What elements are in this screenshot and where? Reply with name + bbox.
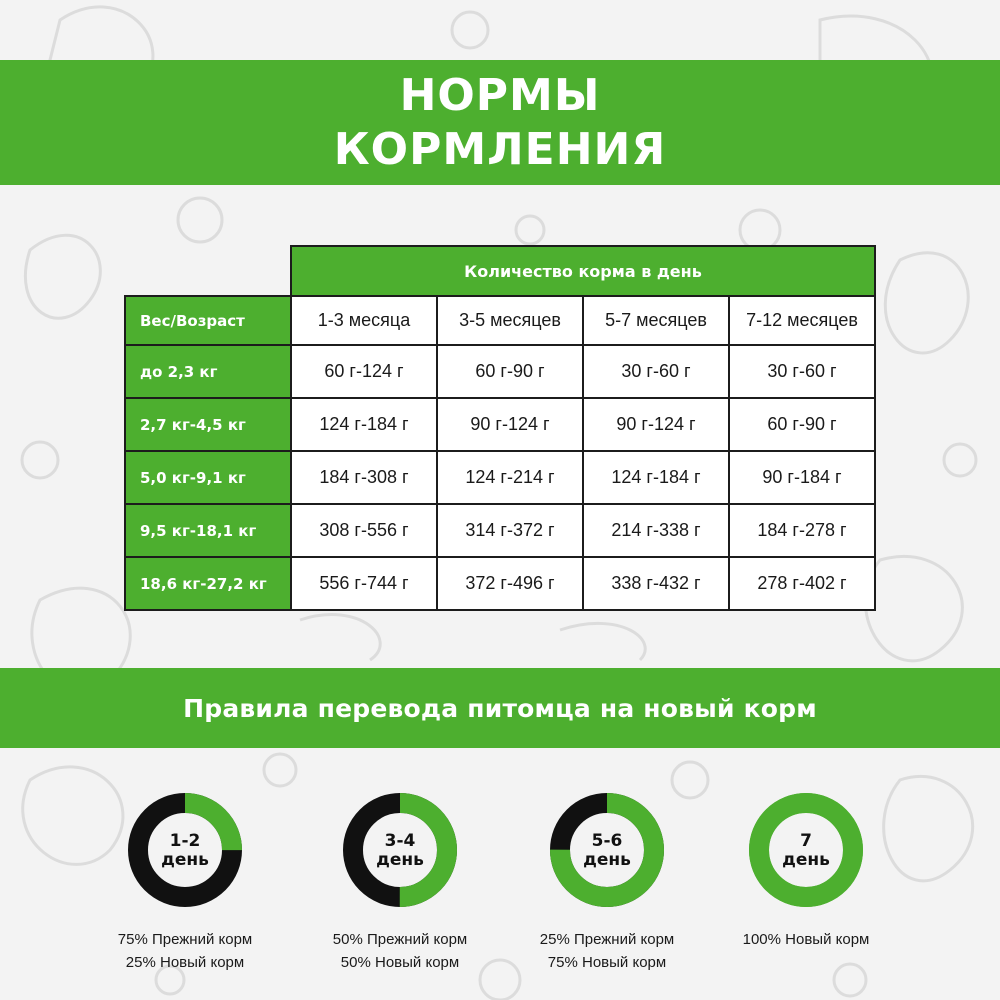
feeding-table xyxy=(124,245,876,611)
transition-step xyxy=(497,790,717,974)
title-banner xyxy=(0,60,1000,185)
donut-chart xyxy=(547,790,667,910)
table-cell: 90 г-124 г xyxy=(583,398,729,451)
step-day-word: день xyxy=(376,850,424,870)
step-day-range: 1-2 xyxy=(169,831,201,851)
table-cell: 184 г-278 г xyxy=(729,504,875,557)
table-corner-blank xyxy=(125,246,291,296)
table-group-header: Количество корма в день xyxy=(291,246,875,296)
step-caption xyxy=(75,928,295,974)
row-weight-label: 2,7 кг-4,5 кг xyxy=(125,398,291,451)
table-row xyxy=(125,557,875,610)
table-cell: 184 г-308 г xyxy=(291,451,437,504)
table-row xyxy=(125,398,875,451)
donut-chart xyxy=(746,790,866,910)
table-cell: 30 г-60 г xyxy=(729,345,875,398)
table-cell: 30 г-60 г xyxy=(583,345,729,398)
transition-steps xyxy=(0,790,1000,1000)
table-cell: 124 г-184 г xyxy=(291,398,437,451)
table-cell: 124 г-214 г xyxy=(437,451,583,504)
caption-new-food: 100% Новый корм xyxy=(742,931,870,948)
column-header: 1-3 месяца xyxy=(291,296,437,345)
table-cell: 372 г-496 г xyxy=(437,557,583,610)
step-caption xyxy=(696,928,916,951)
table-cell: 278 г-402 г xyxy=(729,557,875,610)
caption-old-food: 50% Прежний корм xyxy=(332,931,468,948)
step-day-word: день xyxy=(161,850,209,870)
step-caption xyxy=(290,928,510,974)
table-cell: 556 г-744 г xyxy=(291,557,437,610)
step-day-range: 7 xyxy=(800,831,812,851)
row-weight-label: 5,0 кг-9,1 кг xyxy=(125,451,291,504)
step-day-word: день xyxy=(782,850,830,870)
page-title-line-1: НОРМЫ xyxy=(399,69,601,121)
caption-new-food: 75% Новый корм xyxy=(547,954,667,971)
table-cell: 60 г-124 г xyxy=(291,345,437,398)
step-day-word: день xyxy=(583,850,631,870)
row-weight-label: до 2,3 кг xyxy=(125,345,291,398)
transition-title: Правила перевода питомца на новый корм xyxy=(183,693,817,723)
table-cell: 90 г-184 г xyxy=(729,451,875,504)
table-cell: 124 г-184 г xyxy=(583,451,729,504)
table-corner-label: Вес/Возраст xyxy=(125,296,291,345)
donut-chart xyxy=(340,790,460,910)
step-day-range: 5-6 xyxy=(591,831,623,851)
caption-new-food: 50% Новый корм xyxy=(340,954,460,971)
table-cell: 308 г-556 г xyxy=(291,504,437,557)
column-header: 7-12 месяцев xyxy=(729,296,875,345)
table-row xyxy=(125,504,875,557)
step-day-range: 3-4 xyxy=(384,831,416,851)
table-cell: 214 г-338 г xyxy=(583,504,729,557)
transition-step xyxy=(75,790,295,974)
table-cell: 314 г-372 г xyxy=(437,504,583,557)
table-cell: 60 г-90 г xyxy=(729,398,875,451)
column-header: 5-7 месяцев xyxy=(583,296,729,345)
table-cell: 338 г-432 г xyxy=(583,557,729,610)
page-title-line-2: КОРМЛЕНИЯ xyxy=(333,123,667,175)
table-row xyxy=(125,345,875,398)
step-caption xyxy=(497,928,717,974)
transition-step xyxy=(290,790,510,974)
table-row xyxy=(125,451,875,504)
transition-step xyxy=(696,790,916,951)
table-cell: 90 г-124 г xyxy=(437,398,583,451)
row-weight-label: 9,5 кг-18,1 кг xyxy=(125,504,291,557)
donut-chart xyxy=(125,790,245,910)
transition-banner xyxy=(0,668,1000,748)
caption-old-food: 75% Прежний корм xyxy=(117,931,253,948)
table-cell: 60 г-90 г xyxy=(437,345,583,398)
caption-old-food: 25% Прежний корм xyxy=(539,931,675,948)
caption-new-food: 25% Новый корм xyxy=(125,954,245,971)
column-header: 3-5 месяцев xyxy=(437,296,583,345)
row-weight-label: 18,6 кг-27,2 кг xyxy=(125,557,291,610)
